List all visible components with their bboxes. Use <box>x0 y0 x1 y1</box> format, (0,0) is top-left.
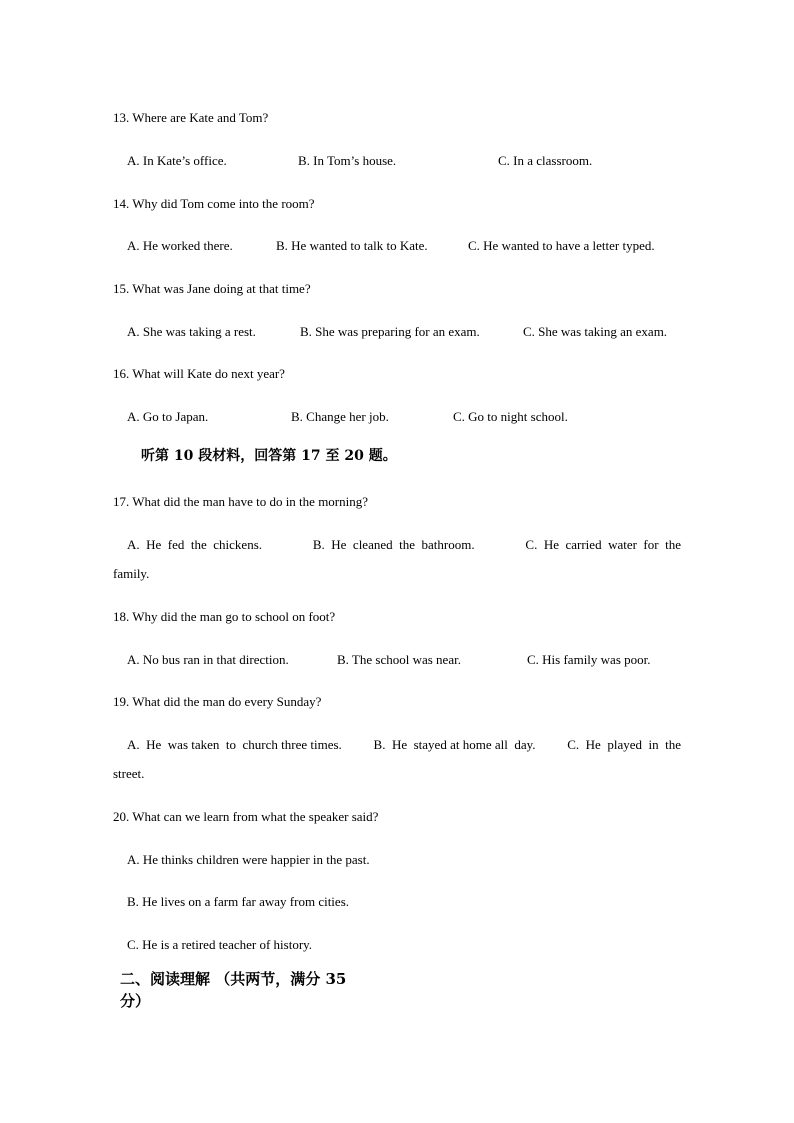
question-13-stem: 13. Where are Kate and Tom? <box>113 110 269 125</box>
question-20-option-a: A. He thinks children were happier in the past. <box>127 852 370 867</box>
question-16-stem: 16. What will Kate do next year? <box>113 366 285 381</box>
question-18-option-b: B. The school was near. <box>337 652 461 667</box>
question-19-option-b: B. He stayed at home all day. <box>373 737 536 752</box>
question-13-option-c: C. In a classroom. <box>498 153 593 168</box>
question-20-stem: 20. What can we learn from what the speaker said? <box>113 809 379 824</box>
question-14-option-a: A. He worked there. <box>127 238 233 253</box>
question-20-option-b: B. He lives on a farm far away from cities. <box>127 894 350 909</box>
question-17-option-c: C. He carried water for the <box>525 537 681 552</box>
question-15-option-b: B. She was preparing for an exam. <box>300 324 480 339</box>
part-heading-line-1: 二、阅读理解 （共两节，满分 35 <box>120 970 347 988</box>
question-19-options <box>127 737 681 753</box>
question-17-option-a: A. He fed the chickens. <box>127 537 263 552</box>
question-17-options <box>127 537 681 553</box>
question-19-stem: 19. What did the man do every Sunday? <box>113 694 322 709</box>
question-19-option-a: A. He was taken to church three times. <box>127 737 342 752</box>
question-18-stem: 18. Why did the man go to school on foot? <box>113 609 336 624</box>
section-heading: 听第 10 段材料，回答第 17 至 20 题。 <box>141 448 397 464</box>
question-19-continuation: street. <box>113 766 145 781</box>
question-16-option-c: C. Go to night school. <box>453 409 568 424</box>
question-18-option-c: C. His family was poor. <box>527 652 651 667</box>
question-13-option-a: A. In Kate’s office. <box>127 153 227 168</box>
question-14-option-c: C. He wanted to have a letter typed. <box>468 238 655 253</box>
question-17-continuation: family. <box>113 566 150 581</box>
question-13-option-b: B. In Tom’s house. <box>298 153 397 168</box>
question-14-option-b: B. He wanted to talk to Kate. <box>276 238 428 253</box>
question-19-option-c: C. He played in the <box>567 737 681 752</box>
question-16-option-b: B. Change her job. <box>291 409 389 424</box>
question-16-option-a: A. Go to Japan. <box>127 409 209 424</box>
question-15-stem: 15. What was Jane doing at that time? <box>113 281 311 296</box>
part-heading-line-2: 分） <box>120 992 151 1010</box>
question-14-stem: 14. Why did Tom come into the room? <box>113 196 315 211</box>
question-17-option-b: B. He cleaned the bathroom. <box>312 537 475 552</box>
question-17-stem: 17. What did the man have to do in the morning? <box>113 494 369 509</box>
question-20-option-c: C. He is a retired teacher of history. <box>127 937 313 952</box>
question-15-option-a: A. She was taking a rest. <box>127 324 256 339</box>
question-15-option-c: C. She was taking an exam. <box>523 324 668 339</box>
question-18-option-a: A. No bus ran in that direction. <box>127 652 289 667</box>
